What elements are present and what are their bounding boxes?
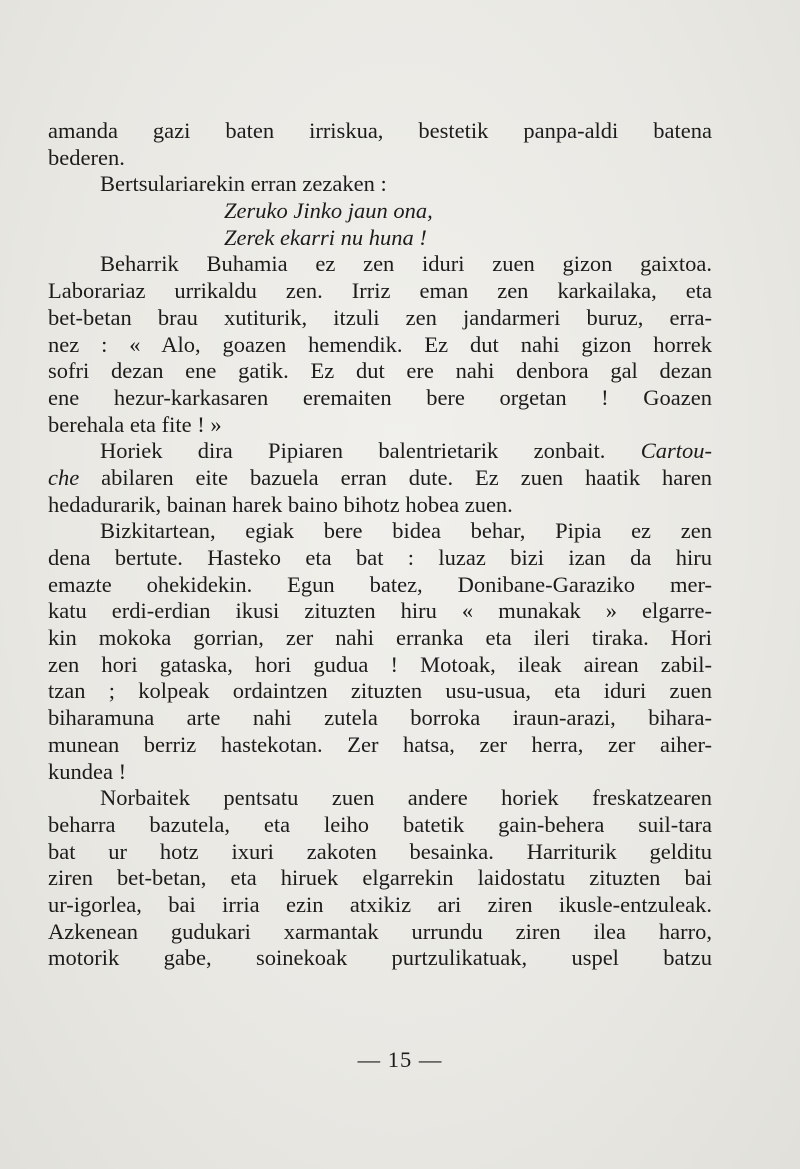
text-line: hedadurarik, bainan harek baino bihotz hobea zuen. — [48, 491, 513, 517]
text-line: biharamuna arte nahi zutela borroka iraun-arazi, bihara- — [48, 705, 712, 731]
text-line: nez : « Alo, goazen hemendik. Ez dut nahi gizon horrek — [48, 331, 712, 357]
text-line: Norbaitek pentsatu zuen andere horiek freskatzearen — [100, 785, 712, 811]
text-line: sofri dezan ene gatik. Ez dut ere nahi denbora gal dezan — [48, 358, 712, 384]
text-segment: Horiek dira Pipiaren balentrietarik zonbait. — [100, 438, 606, 464]
text-line: berehala eta fite ! » — [48, 411, 222, 437]
text-line: ziren bet-betan, eta hiruek elgarrekin laidostatu zituzten bai — [48, 865, 712, 891]
text-segment: abilaren eite bazuela erran dute. Ez zuen haatik haren — [101, 464, 712, 490]
verse-line: Zeruko Jinko jaun ona, — [224, 198, 433, 224]
page-number: — 15 — — [357, 1047, 443, 1072]
text-line: zen hori gataska, hori gudua ! Motoak, ileak airean zabil- — [48, 651, 712, 677]
text-line: Azkenean gudukari xarmantak urrundu ziren ilea harro, — [48, 918, 712, 944]
text-line: dena bertute. Hasteko eta bat : luzaz bizi izan da hiru — [48, 545, 712, 570]
verse-line: Zerek ekarri nu huna ! — [224, 224, 427, 250]
text-line: katu erdi-erdian ikusi zituzten hiru « munakak » elgarre- — [48, 598, 712, 624]
text-line: munean berriz hastekotan. Zer hatsa, zer herra, zer aiher- — [48, 731, 712, 757]
text-line — [48, 465, 712, 492]
text-line: amanda gazi baten irriskua, bestetik panpa-aldi batena — [48, 118, 712, 143]
text-line: bet-betan brau xutiturik, itzuli zen jandarmeri buruz, erra- — [48, 304, 712, 330]
text-line: Bertsulariarekin erran zezaken : — [100, 171, 387, 197]
text-line: Bizkitartean, egiak bere bidea behar, Pipia ez zen — [100, 518, 712, 544]
text-line: motorik gabe, soinekoak purtzulikatuak, uspel batzu — [48, 945, 712, 971]
text-line: tzan ; kolpeak ordaintzen zituzten usu-usua, eta iduri zuen — [48, 678, 712, 704]
page-text-block — [48, 118, 712, 972]
italic-word: Cartou- — [640, 438, 713, 464]
text-line: bat ur hotz ixuri zakoten besainka. Harriturik gelditu — [48, 838, 712, 864]
text-line: kin mokoka gorrian, zer nahi erranka eta ileri tiraka. Hori — [48, 625, 712, 651]
text-line: kundea ! — [48, 758, 127, 784]
text-line: beharra bazutela, eta leiho batetik gain-behera suil-tara — [48, 811, 712, 837]
text-line: Beharrik Buhamia ez zen iduri zuen gizon gaixtoa. — [100, 251, 712, 277]
text-line: Laborariaz urrikaldu zen. Irriz eman zen karkailaka, eta — [48, 278, 712, 304]
text-line: emazte ohekidekin. Egun batez, Donibane-Garaziko mer- — [48, 571, 712, 597]
text-line — [48, 438, 712, 465]
text-line: bederen. — [48, 144, 125, 170]
text-line: ur-igorlea, bai irria ezin atxikiz ari ziren ikusle-entzuleak. — [48, 891, 712, 917]
text-line: ene hezur-karkasaren eremaiten bere orgetan ! Goazen — [48, 384, 712, 410]
italic-word: che — [48, 464, 80, 490]
